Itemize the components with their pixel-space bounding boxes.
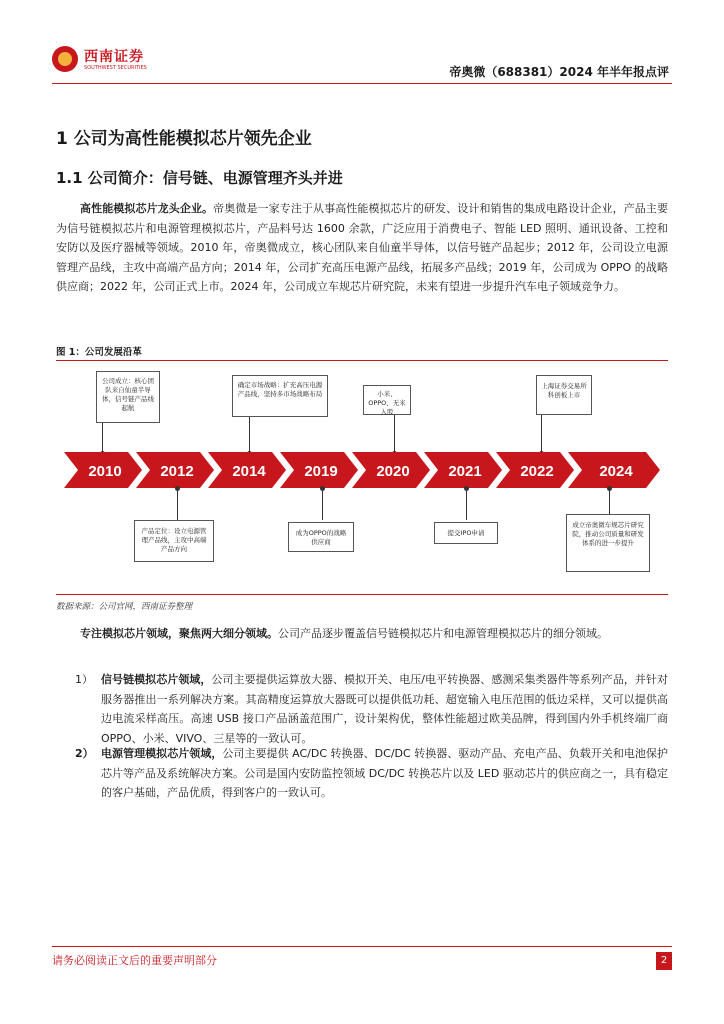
list-item-text [101, 670, 668, 748]
intro-paragraph [56, 199, 668, 297]
figure-top-rule [56, 360, 668, 361]
chevron-2021 [424, 452, 502, 488]
connector-2012 [177, 488, 178, 520]
timeline-chevron-band [64, 452, 660, 488]
note-2010: 公司成立：核心团队来自仙童半导体，信号链产品线起航 [96, 371, 160, 423]
company-history-timeline [56, 362, 668, 592]
connector-2014 [249, 417, 250, 454]
focus-paragraph [56, 624, 668, 644]
list-item-body: 公司主要提供 AC/DC 转换器、DC/DC 转换器、驱动产品、充电产品、负载开关和电池保护芯片等产品及系统解决方案。公司是国内安防监控领域 DC/DC 转换芯片以及 LED 驱动芯片的供应商之一，具有稳定的客户基础，产品优质，得到客户的一致认可。 [101, 747, 668, 799]
year-label-2019: 2019 [304, 463, 338, 480]
note-2022: 上海证券交易所科创板上市 [536, 375, 592, 415]
connector-dot-2021 [464, 486, 469, 491]
connector-dot-2012 [175, 486, 180, 491]
focus-lead: 专注模拟芯片领域，聚焦两大细分领域。 [80, 627, 278, 640]
disclaimer-notice: 请务必阅读正文后的重要声明部分 [52, 954, 217, 967]
year-label-2010: 2010 [88, 463, 122, 480]
intro-body: 帝奥微是一家专注于从事高性能模拟芯片的研发、设计和销售的集成电路设计企业，产品主要为信号链模拟芯片和电源管理模拟芯片，产品料号达 1600 余款，广泛应用于消费电子、智能 LED 照明、通讯设备、工控和安防以及医疗器械等领域。2010 年，帝奥微成立，核心团队来自仙童半导体，以信号链产品起步；2012 年，公司设立电源管理产品线，主攻中高端产品方向；2014 年，公司扩充高压电源产品线，拓展多产品线；2019 年，公司成为 OPPO 的战略供应商；2022 年，公司正式上市。2024 年，公司成立车规芯片研究院，未来有望进一步提升汽车电子领域竞争力。 [56, 202, 668, 293]
chevron-2022 [496, 452, 574, 488]
note-2020: 小米、OPPO、无米入股 [363, 385, 411, 415]
connector-2021 [466, 488, 467, 520]
connector-2019 [322, 488, 323, 520]
chevron-2020 [352, 452, 430, 488]
note-2021: 提交IPO申请 [434, 522, 498, 544]
figure-source: 数据来源：公司官网，西南证券整理 [56, 602, 193, 612]
figure-bottom-rule [56, 594, 668, 595]
logo-text-cn: 西南证券 [84, 49, 144, 65]
subsection-heading: 1.1 公司简介：信号链、电源管理齐头并进 [56, 169, 343, 187]
year-label-2021: 2021 [448, 463, 482, 480]
year-label-2020: 2020 [376, 463, 410, 480]
brand-logo [52, 44, 152, 76]
focus-body: 公司产品逐步覆盖信号链模拟芯片和电源管理模拟芯片的细分领域。 [278, 627, 608, 640]
connector-2024 [609, 488, 610, 514]
page-number: 2 [656, 952, 672, 970]
footer-divider [52, 946, 672, 947]
year-label-2012: 2012 [160, 463, 194, 480]
chevron-2014 [208, 452, 286, 488]
list-item-number: 2） [75, 747, 94, 760]
section-heading: 1 公司为高性能模拟芯片领先企业 [56, 129, 312, 149]
chevron-2012 [136, 452, 214, 488]
connector-2010 [102, 423, 103, 454]
year-label-2014: 2014 [232, 463, 266, 480]
note-2024: 成立帝奥微车规芯片研究院，推动公司质量和研发体系的进一步提升 [566, 514, 650, 572]
chevron-2024 [568, 452, 660, 488]
note-2012: 产品定位：设立电源管理产品线，主攻中高端产品方向 [134, 520, 214, 562]
logo-mark-icon [52, 46, 78, 72]
year-label-2022: 2022 [520, 463, 554, 480]
list-item-lead: 信号链模拟芯片领域， [101, 673, 212, 686]
list-item-number: 1） [75, 673, 93, 686]
connector-dot-2024 [607, 486, 612, 491]
year-label-2024: 2024 [599, 463, 633, 480]
chevron-2019 [280, 452, 358, 488]
chevron-2010 [64, 452, 142, 488]
connector-2022 [541, 415, 542, 454]
report-title: 帝奥微（688381）2024 年半年报点评 [449, 65, 669, 79]
note-2014: 确定市场战略：扩充高压电源产品线，坚持多市场战略布局 [232, 375, 328, 417]
note-2019: 成为OPPO的战略供应商 [288, 522, 354, 552]
list-item-lead: 电源管理模拟芯片领域， [101, 747, 223, 760]
intro-lead: 高性能模拟芯片龙头企业。 [80, 202, 214, 215]
connector-2020 [394, 415, 395, 454]
figure-title: 图 1：公司发展沿革 [56, 347, 142, 358]
connector-dot-2019 [320, 486, 325, 491]
list-item-text [101, 744, 668, 803]
header-divider [52, 83, 672, 84]
logo-text-en: SOUTHWEST SECURITIES [84, 65, 147, 71]
list-item-body: 公司主要提供运算放大器、模拟开关、电压/电平转换器、感测采集类器件等系列产品，并针对服务器推出一系列解决方案。其高精度运算放大器既可以提供低功耗、超宽输入电压范围的低边采样，又可以提供高边电流采样高压。高速 USB 接口产品涵盖范围广，设计架构优，整体性能超过欧美品牌，得到国内外手机终端厂商 OPPO、小米、VIVO、三星等的一致认可。 [101, 673, 669, 745]
